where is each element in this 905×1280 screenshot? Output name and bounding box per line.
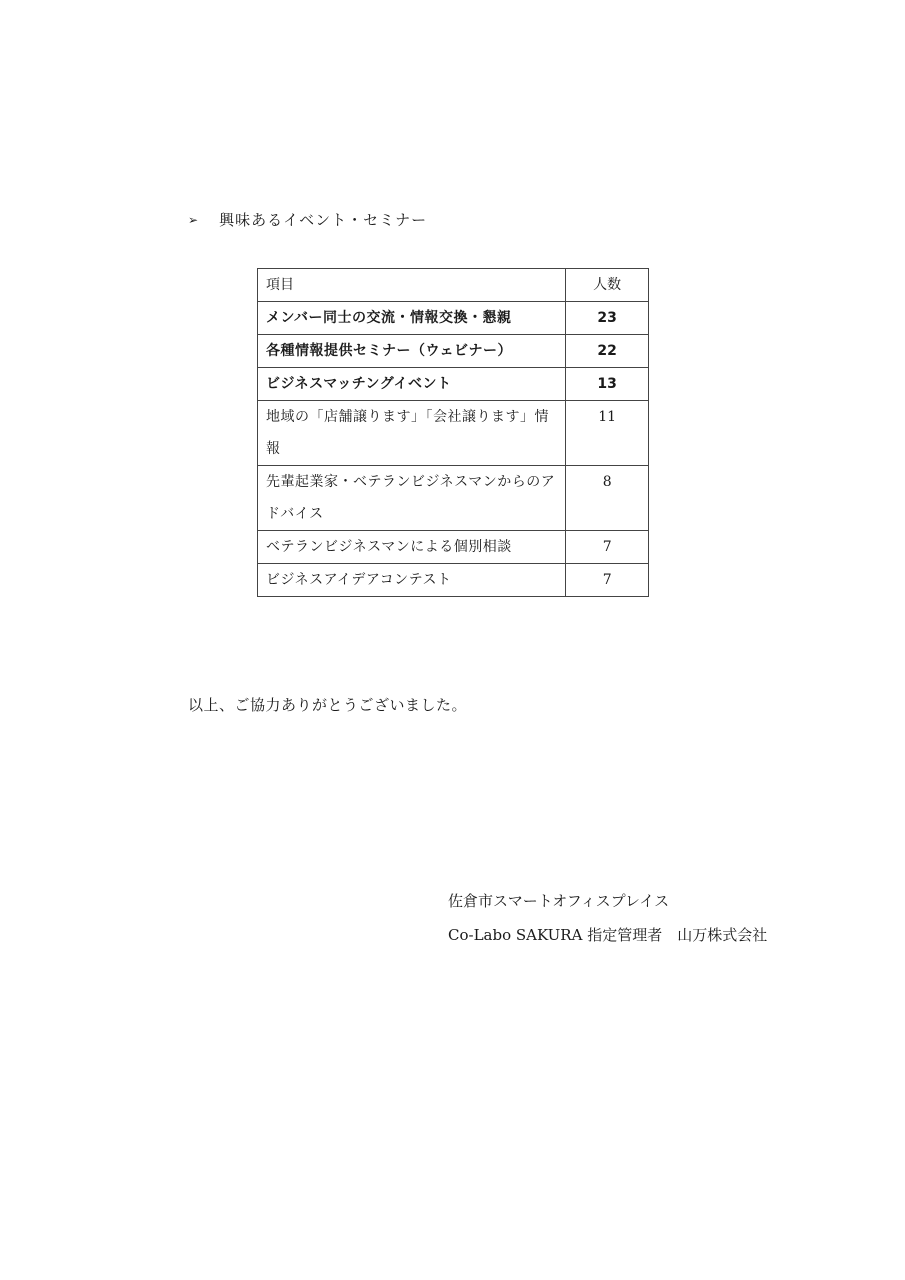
row-count: 11 bbox=[566, 401, 649, 466]
table-row bbox=[258, 368, 649, 401]
table-row bbox=[258, 302, 649, 335]
signature-line-manager: Co-Labo SAKURA 指定管理者 山万株式会社 bbox=[448, 926, 768, 944]
bullet-arrow-icon: ➢ bbox=[188, 212, 200, 227]
closing-text: 以上、ご協力ありがとうございました。 bbox=[188, 696, 468, 714]
table-row bbox=[258, 531, 649, 564]
section-heading bbox=[188, 209, 427, 230]
row-count: 23 bbox=[566, 302, 649, 335]
row-item: 地域の「店舗譲ります」「会社譲ります」情報 bbox=[258, 401, 566, 466]
table-row bbox=[258, 401, 649, 466]
row-item: ビジネスマッチングイベント bbox=[258, 368, 566, 401]
row-item: メンバー同士の交流・情報交換・懇親 bbox=[258, 302, 566, 335]
table-row bbox=[258, 335, 649, 368]
row-count: 22 bbox=[566, 335, 649, 368]
header-count: 人数 bbox=[566, 269, 649, 302]
row-item: 先輩起業家・ベテランビジネスマンからのアドバイス bbox=[258, 466, 566, 531]
row-item: ベテランビジネスマンによる個別相談 bbox=[258, 531, 566, 564]
row-count: 7 bbox=[566, 531, 649, 564]
table-row bbox=[258, 466, 649, 531]
table-row bbox=[258, 564, 649, 597]
section-title: 興味あるイベント・セミナー bbox=[219, 211, 428, 229]
row-count: 7 bbox=[566, 564, 649, 597]
row-count: 8 bbox=[566, 466, 649, 531]
interest-table bbox=[257, 268, 649, 597]
row-count: 13 bbox=[566, 368, 649, 401]
row-item: ビジネスアイデアコンテスト bbox=[258, 564, 566, 597]
signature-block bbox=[448, 884, 767, 952]
table-header-row bbox=[258, 269, 649, 302]
row-item: 各種情報提供セミナー（ウェビナー） bbox=[258, 335, 566, 368]
header-item: 項目 bbox=[258, 269, 566, 302]
signature-line-organization: 佐倉市スマートオフィスプレイス bbox=[448, 892, 670, 910]
